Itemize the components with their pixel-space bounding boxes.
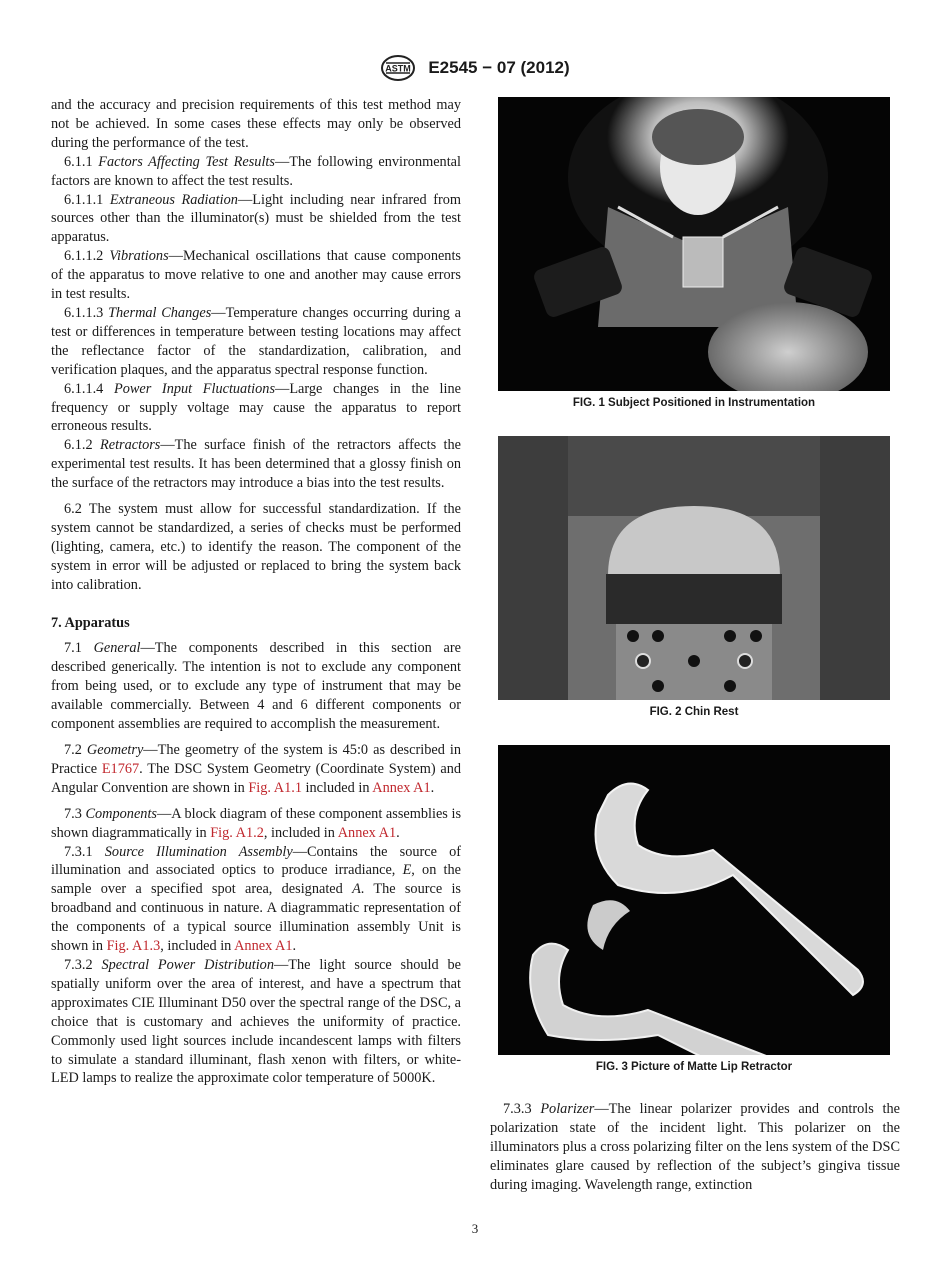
paragraph-7-3: 7.3 Components—A block diagram of these component assemblies is shown diagrammatically in Fig. A1.2, included in Annex A1. [51,805,462,841]
link-fig-a1-3[interactable]: Fig. A1.3 [106,938,161,955]
paragraph-7-3-3: 7.3.3 Polarizer—The linear polarizer provides and controls the polarization state of the incident light. This polarizer on the illuminators plus a cross polarizing filter on the lens system of the DSC eliminates glare caused by reflection of the subject’s gingiva tissue during imaging. Wavelength range, extinction [490,1101,900,1193]
figure-1-caption: FIG. 1 Subject Positioned in Instrumentation [572,397,816,409]
astm-logo-text: ASTM [385,63,412,74]
paragraph-6-1-1-2: 6.1.1.2 Vibrations—Mechanical oscillations that cause components of the apparatus to move relative to one and another may cause errors in test results. [51,248,461,303]
paragraph-7-2: 7.2 Geometry—The geometry of the system is 45:0 as described in Practice E1767. The DSC System Geometry (Coordinate System) and Angular Convention are shown in Fig. A1.1 included in Annex A1. [51,742,461,796]
right-column [490,1100,900,1195]
figure-1-photo [498,97,890,391]
page-number: 3 [471,1221,479,1236]
figure-3-caption: FIG. 3 Picture of Matte Lip Retractor [595,1061,793,1073]
paragraph-7-3-1: 7.3.1 Source Illumination Assembly—Contains the source of illumination and associated optics to produce irradiance, E, on the sample over a specified spot area, designated A. The source is broadband and continuous in nature. A diagrammatic representation of the components of a typical source illumination assembly Unit is shown in Fig. A1.3, included in Annex A1. [51,843,462,955]
paragraph-7-3-2: 7.3.2 Spectral Power Distribution—The light source should be spatially uniform over the area of interest, and have a spectrum that approximates CIE Illuminant D50 over the spectral range of the DSC, a choice that is customary and achieves the uniformity of practice. Commonly used light sources include incandescent lamps with filters to simulate a standard illuminant, flash xenon with filters, or white-LED lamps to realize the approximate color temperature of 5000K. [51,956,461,1087]
paragraph-6-1-1: 6.1.1 Factors Affecting Test Results—The following environmental factors are known to affect the test results. [51,153,461,189]
paragraph-6-2: 6.2 The system must allow for successful standardization. If the system cannot be standardized, a series of checks must be performed (lighting, camera, etc.) to identify the reason. The component of the system in error will be adjusted or replaced to bring the system back into calibration. [51,501,461,593]
link-annex-a1[interactable]: Annex A1 [234,938,293,955]
paragraph-6-1-2: 6.1.2 Retractors—The surface finish of the retractors affects the experimental test results. It has been determined that a glossy finish on the surface of the retractors may introduce a bias into the test results. [51,437,461,492]
paragraph-7-1: 7.1 General—The components described in this section are described generically. The intention is not to exclude any component from being used, or to exclude any type of instrument that may be available commercially. Between 4 and 6 different components or component assemblies are required to accomplish the measurement. [51,640,461,733]
paragraph-6-1-1-3: 6.1.1.3 Thermal Changes—Temperature changes occurring during a test or differences in temperature between testing locations may affect the reflectance factor of the standardization, calibration, and verification plaques, and the apparatus spectral response function. [51,304,461,378]
figure-1 [498,97,890,409]
link-fig-a1-1[interactable]: Fig. A1.1 [248,779,302,796]
figure-2-caption: FIG. 2 Chin Rest [649,706,739,718]
figure-3-photo [498,745,890,1055]
astm-logo-icon [380,54,416,82]
link-annex-a1[interactable]: Annex A1 [337,824,397,841]
link-annex-a1[interactable]: Annex A1 [372,779,431,796]
page-header [0,54,950,82]
figure-2-photo [498,436,890,700]
paragraph-continuation: and the accuracy and precision requirements of this test method may not be achieved. In some cases these effects may only be observed during the performance of the test. [51,97,461,151]
paragraph-6-1-1-1: 6.1.1.1 Extraneous Radiation—Light including near infrared from sources other than the illuminator(s) must be shielded from the test apparatus. [51,191,461,246]
link-e1767[interactable]: E1767 [101,760,140,777]
figure-2 [498,436,890,718]
figure-3 [498,745,890,1073]
standard-designation: E2545 − 07 (2012) [428,58,570,77]
left-column [51,96,461,1088]
paragraph-6-1-1-4: 6.1.1.4 Power Input Fluctuations—Large changes in the line frequency or supply voltage may cause the apparatus to report erroneous results. [51,380,461,435]
link-fig-a1-2[interactable]: Fig. A1.2 [210,824,264,841]
section-heading-apparatus: 7. Apparatus [51,614,130,631]
